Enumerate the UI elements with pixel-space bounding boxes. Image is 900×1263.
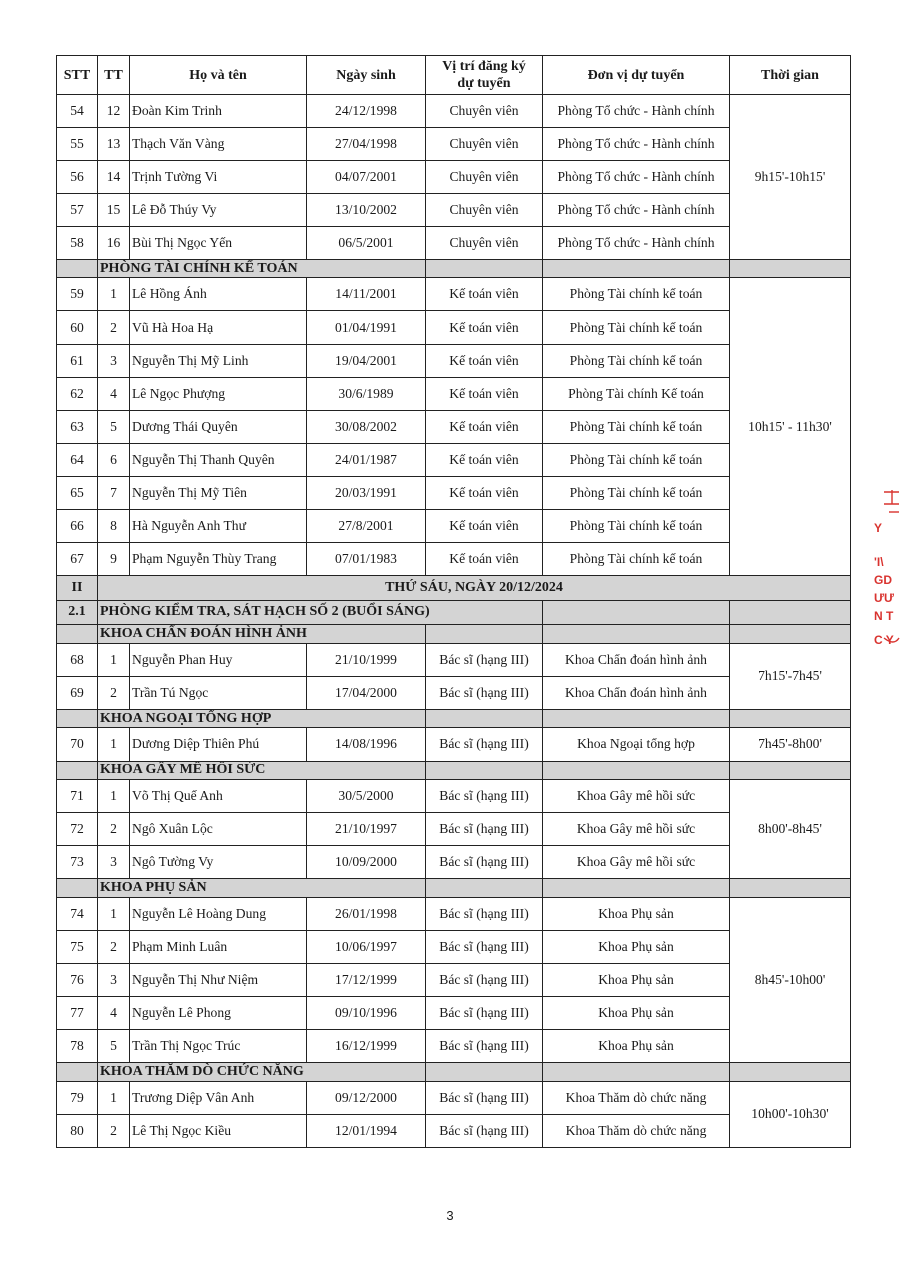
table-row (57, 1081, 851, 1114)
room-number: 2.1 (57, 600, 98, 625)
tt-cell: 2 (98, 676, 130, 709)
position-cell: Bác sĩ (hạng III) (426, 897, 543, 930)
tt-cell: 4 (98, 377, 130, 410)
unit-cell: Phòng Tổ chức - Hành chính (543, 193, 730, 226)
position-cell: Bác sĩ (hạng III) (426, 676, 543, 709)
unit-cell: Khoa Gây mê hồi sức (543, 846, 730, 879)
header-time: Thời gian (730, 56, 851, 95)
stt-cell: 62 (57, 377, 98, 410)
table-row (57, 780, 851, 813)
section-blank (57, 761, 98, 780)
dob-cell: 12/01/1994 (307, 1114, 426, 1147)
section-blank (730, 1063, 851, 1082)
position-cell: Bác sĩ (hạng III) (426, 846, 543, 879)
dob-cell: 10/06/1997 (307, 930, 426, 963)
time-slot-cell: 8h45'-10h00' (730, 897, 851, 1062)
section-blank (57, 709, 98, 728)
tt-cell: 1 (98, 780, 130, 813)
section-header-row (57, 761, 851, 780)
tt-cell: 15 (98, 193, 130, 226)
header-dob: Ngày sinh (307, 56, 426, 95)
unit-cell: Phòng Tổ chức - Hành chính (543, 160, 730, 193)
stt-cell: 61 (57, 344, 98, 377)
dob-cell: 14/08/1996 (307, 728, 426, 761)
unit-cell: Khoa Gây mê hồi sức (543, 813, 730, 846)
stt-cell: 75 (57, 930, 98, 963)
tt-cell: 1 (98, 728, 130, 761)
tt-cell: 8 (98, 510, 130, 543)
unit-cell: Phòng Tài chính kế toán (543, 510, 730, 543)
name-cell: Thạch Văn Vàng (130, 127, 307, 160)
unit-cell: Phòng Tổ chức - Hành chính (543, 127, 730, 160)
section-blank (57, 879, 98, 898)
name-cell: Vũ Hà Hoa Hạ (130, 311, 307, 344)
room-blank (730, 600, 851, 625)
name-cell: Lê Ngọc Phượng (130, 377, 307, 410)
table-row (57, 278, 851, 311)
tt-cell: 14 (98, 160, 130, 193)
section-header-row (57, 1063, 851, 1082)
position-cell: Kế toán viên (426, 476, 543, 509)
tt-cell: 9 (98, 543, 130, 576)
tt-cell: 3 (98, 344, 130, 377)
section-blank (543, 709, 730, 728)
name-cell: Lê Đỗ Thúy Vy (130, 193, 307, 226)
stt-cell: 74 (57, 897, 98, 930)
dob-cell: 04/07/2001 (307, 160, 426, 193)
section-label: KHOA GÂY MÊ HỒI SỨC (98, 761, 426, 780)
stt-cell: 77 (57, 997, 98, 1030)
stt-cell: 76 (57, 963, 98, 996)
time-slot-cell: 7h15'-7h45' (730, 643, 851, 709)
section-blank (543, 879, 730, 898)
unit-cell: Phòng Tài chính kế toán (543, 344, 730, 377)
position-cell: Bác sĩ (hạng III) (426, 963, 543, 996)
header-name: Họ và tên (130, 56, 307, 95)
table-row (57, 95, 851, 128)
room-label: PHÒNG KIỂM TRA, SÁT HẠCH SỐ 2 (BUỔI SÁNG) (98, 600, 543, 625)
table-row (57, 728, 851, 761)
stt-cell: 71 (57, 780, 98, 813)
tt-cell: 13 (98, 127, 130, 160)
header-tt: TT (98, 56, 130, 95)
section-blank (426, 259, 543, 278)
dob-cell: 24/01/1987 (307, 443, 426, 476)
name-cell: Phạm Minh Luân (130, 930, 307, 963)
position-cell: Bác sĩ (hạng III) (426, 780, 543, 813)
stt-cell: 56 (57, 160, 98, 193)
tt-cell: 3 (98, 846, 130, 879)
tt-cell: 1 (98, 1081, 130, 1114)
section-blank (426, 709, 543, 728)
time-slot-cell: 8h00'-8h45' (730, 780, 851, 879)
dob-cell: 27/8/2001 (307, 510, 426, 543)
section-blank (730, 709, 851, 728)
dob-cell: 07/01/1983 (307, 543, 426, 576)
candidate-schedule-table (56, 55, 851, 1148)
position-cell: Kế toán viên (426, 311, 543, 344)
unit-cell: Khoa Gây mê hồi sức (543, 780, 730, 813)
name-cell: Nguyễn Lê Phong (130, 997, 307, 1030)
tt-cell: 2 (98, 813, 130, 846)
tt-cell: 16 (98, 226, 130, 259)
stamp-text-fragment: Y (874, 521, 883, 535)
name-cell: Nguyễn Thị Thanh Quyên (130, 443, 307, 476)
unit-cell: Khoa Phụ sản (543, 963, 730, 996)
header-position-line1: Vị trí đăng ký (442, 59, 526, 74)
day-label: THỨ SÁU, NGÀY 20/12/2024 (98, 576, 851, 601)
position-cell: Bác sĩ (hạng III) (426, 1030, 543, 1063)
stt-cell: 64 (57, 443, 98, 476)
tt-cell: 1 (98, 643, 130, 676)
tt-cell: 2 (98, 1114, 130, 1147)
tt-cell: 4 (98, 997, 130, 1030)
section-blank (57, 259, 98, 278)
stamp-text-fragment: ƯƯ (874, 591, 894, 605)
name-cell: Nguyễn Thị Mỹ Tiên (130, 476, 307, 509)
stt-cell: 67 (57, 543, 98, 576)
unit-cell: Khoa Phụ sản (543, 997, 730, 1030)
stt-cell: 78 (57, 1030, 98, 1063)
section-blank (543, 625, 730, 644)
table-body (57, 95, 851, 1148)
time-slot-cell: 7h45'-8h00' (730, 728, 851, 761)
stt-cell: 69 (57, 676, 98, 709)
section-header-row (57, 879, 851, 898)
section-blank (426, 1063, 543, 1082)
section-header-row (57, 259, 851, 278)
room-blank (543, 600, 730, 625)
dob-cell: 17/12/1999 (307, 963, 426, 996)
section-blank (730, 259, 851, 278)
unit-cell: Phòng Tài chính Kế toán (543, 377, 730, 410)
name-cell: Đoàn Kim Trinh (130, 95, 307, 128)
name-cell: Hà Nguyễn Anh Thư (130, 510, 307, 543)
unit-cell: Khoa Phụ sản (543, 897, 730, 930)
stamp-text-fragment: C Y (874, 633, 894, 647)
tt-cell: 2 (98, 311, 130, 344)
stt-cell: 54 (57, 95, 98, 128)
position-cell: Kế toán viên (426, 410, 543, 443)
tt-cell: 2 (98, 930, 130, 963)
position-cell: Kế toán viên (426, 543, 543, 576)
dob-cell: 13/10/2002 (307, 193, 426, 226)
dob-cell: 20/03/1991 (307, 476, 426, 509)
stt-cell: 68 (57, 643, 98, 676)
tt-cell: 5 (98, 1030, 130, 1063)
unit-cell: Phòng Tổ chức - Hành chính (543, 95, 730, 128)
section-blank (57, 625, 98, 644)
unit-cell: Khoa Thăm dò chức năng (543, 1081, 730, 1114)
section-header-row (57, 709, 851, 728)
dob-cell: 30/6/1989 (307, 377, 426, 410)
position-cell: Kế toán viên (426, 278, 543, 311)
position-cell: Bác sĩ (hạng III) (426, 813, 543, 846)
stt-cell: 79 (57, 1081, 98, 1114)
section-label: KHOA NGOẠI TỔNG HỢP (98, 709, 426, 728)
section-label: KHOA THĂM DÒ CHỨC NĂNG (98, 1063, 426, 1082)
dob-cell: 21/10/1997 (307, 813, 426, 846)
section-blank (730, 879, 851, 898)
position-cell: Chuyên viên (426, 160, 543, 193)
day-number: II (57, 576, 98, 601)
stt-cell: 57 (57, 193, 98, 226)
unit-cell: Khoa Chẩn đoán hình ảnh (543, 643, 730, 676)
section-blank (426, 625, 543, 644)
dob-cell: 27/04/1998 (307, 127, 426, 160)
position-cell: Chuyên viên (426, 226, 543, 259)
dob-cell: 01/04/1991 (307, 311, 426, 344)
time-slot-cell: 10h00'-10h30' (730, 1081, 851, 1147)
dob-cell: 09/10/1996 (307, 997, 426, 1030)
stt-cell: 60 (57, 311, 98, 344)
position-cell: Bác sĩ (hạng III) (426, 1114, 543, 1147)
position-cell: Bác sĩ (hạng III) (426, 930, 543, 963)
section-blank (426, 879, 543, 898)
position-cell: Kế toán viên (426, 510, 543, 543)
day-header-row (57, 576, 851, 601)
dob-cell: 06/5/2001 (307, 226, 426, 259)
dob-cell: 17/04/2000 (307, 676, 426, 709)
position-cell: Chuyên viên (426, 95, 543, 128)
stt-cell: 65 (57, 476, 98, 509)
section-blank (730, 625, 851, 644)
dob-cell: 21/10/1999 (307, 643, 426, 676)
stt-cell: 63 (57, 410, 98, 443)
dob-cell: 19/04/2001 (307, 344, 426, 377)
name-cell: Trần Thị Ngọc Trúc (130, 1030, 307, 1063)
position-cell: Bác sĩ (hạng III) (426, 997, 543, 1030)
stt-cell: 70 (57, 728, 98, 761)
room-header-row (57, 600, 851, 625)
position-cell: Kế toán viên (426, 344, 543, 377)
unit-cell: Khoa Thăm dò chức năng (543, 1114, 730, 1147)
section-blank (543, 259, 730, 278)
tt-cell: 1 (98, 278, 130, 311)
unit-cell: Khoa Phụ sản (543, 930, 730, 963)
name-cell: Trần Tú Ngọc (130, 676, 307, 709)
unit-cell: Phòng Tài chính kế toán (543, 311, 730, 344)
unit-cell: Phòng Tổ chức - Hành chính (543, 226, 730, 259)
time-slot-cell: 9h15'-10h15' (730, 95, 851, 260)
name-cell: Lê Thị Ngọc Kiều (130, 1114, 307, 1147)
tt-cell: 5 (98, 410, 130, 443)
section-blank (426, 761, 543, 780)
position-cell: Kế toán viên (426, 443, 543, 476)
position-cell: Chuyên viên (426, 193, 543, 226)
stamp-text-fragment: N T (874, 609, 894, 623)
name-cell: Ngô Xuân Lộc (130, 813, 307, 846)
dob-cell: 30/5/2000 (307, 780, 426, 813)
header-position-line2: dự tuyển (457, 76, 511, 91)
unit-cell: Khoa Chẩn đoán hình ảnh (543, 676, 730, 709)
position-cell: Kế toán viên (426, 377, 543, 410)
unit-cell: Phòng Tài chính kế toán (543, 443, 730, 476)
unit-cell: Phòng Tài chính kế toán (543, 410, 730, 443)
name-cell: Dương Diệp Thiên Phú (130, 728, 307, 761)
section-blank (543, 1063, 730, 1082)
stt-cell: 58 (57, 226, 98, 259)
name-cell: Nguyễn Lê Hoàng Dung (130, 897, 307, 930)
position-cell: Chuyên viên (426, 127, 543, 160)
position-cell: Bác sĩ (hạng III) (426, 728, 543, 761)
name-cell: Bùi Thị Ngọc Yến (130, 226, 307, 259)
name-cell: Trương Diệp Vân Anh (130, 1081, 307, 1114)
header-stt: STT (57, 56, 98, 95)
name-cell: Dương Thái Quyên (130, 410, 307, 443)
stt-cell: 59 (57, 278, 98, 311)
name-cell: Trịnh Tường Vi (130, 160, 307, 193)
dob-cell: 14/11/2001 (307, 278, 426, 311)
tt-cell: 1 (98, 897, 130, 930)
stt-cell: 80 (57, 1114, 98, 1147)
name-cell: Ngô Tường Vy (130, 846, 307, 879)
name-cell: Nguyễn Phan Huy (130, 643, 307, 676)
stt-cell: 55 (57, 127, 98, 160)
tt-cell: 3 (98, 963, 130, 996)
unit-cell: Khoa Phụ sản (543, 1030, 730, 1063)
header-unit: Đơn vị dự tuyển (543, 56, 730, 95)
tt-cell: 6 (98, 443, 130, 476)
section-label: KHOA CHẨN ĐOÁN HÌNH ẢNH (98, 625, 426, 644)
section-blank (543, 761, 730, 780)
position-cell: Bác sĩ (hạng III) (426, 643, 543, 676)
time-slot-cell: 10h15' - 11h30' (730, 278, 851, 576)
name-cell: Nguyễn Thị Mỹ Linh (130, 344, 307, 377)
section-header-row (57, 625, 851, 644)
dob-cell: 30/08/2002 (307, 410, 426, 443)
dob-cell: 09/12/2000 (307, 1081, 426, 1114)
stt-cell: 73 (57, 846, 98, 879)
section-blank (57, 1063, 98, 1082)
dob-cell: 10/09/2000 (307, 846, 426, 879)
page-number: 3 (446, 1208, 454, 1223)
header-row (57, 56, 851, 95)
unit-cell: Khoa Ngoại tổng hợp (543, 728, 730, 761)
name-cell: Nguyễn Thị Như Niệm (130, 963, 307, 996)
section-label: PHÒNG TÀI CHÍNH KẾ TOÁN (98, 259, 426, 278)
name-cell: Võ Thị Quế Anh (130, 780, 307, 813)
section-blank (730, 761, 851, 780)
name-cell: Lê Hồng Ánh (130, 278, 307, 311)
table-row (57, 897, 851, 930)
unit-cell: Phòng Tài chính kế toán (543, 476, 730, 509)
tt-cell: 12 (98, 95, 130, 128)
tt-cell: 7 (98, 476, 130, 509)
name-cell: Phạm Nguyễn Thùy Trang (130, 543, 307, 576)
header-position (426, 56, 543, 95)
stt-cell: 72 (57, 813, 98, 846)
stt-cell: 66 (57, 510, 98, 543)
dob-cell: 26/01/1998 (307, 897, 426, 930)
red-stamp-fragment (872, 488, 900, 658)
position-cell: Bác sĩ (hạng III) (426, 1081, 543, 1114)
table-row (57, 643, 851, 676)
unit-cell: Phòng Tài chính kế toán (543, 543, 730, 576)
dob-cell: 16/12/1999 (307, 1030, 426, 1063)
unit-cell: Phòng Tài chính kế toán (543, 278, 730, 311)
dob-cell: 24/12/1998 (307, 95, 426, 128)
stamp-text-fragment: GD (874, 573, 892, 587)
stamp-text-fragment: 'I\ (874, 555, 884, 569)
section-label: KHOA PHỤ SẢN (98, 879, 426, 898)
